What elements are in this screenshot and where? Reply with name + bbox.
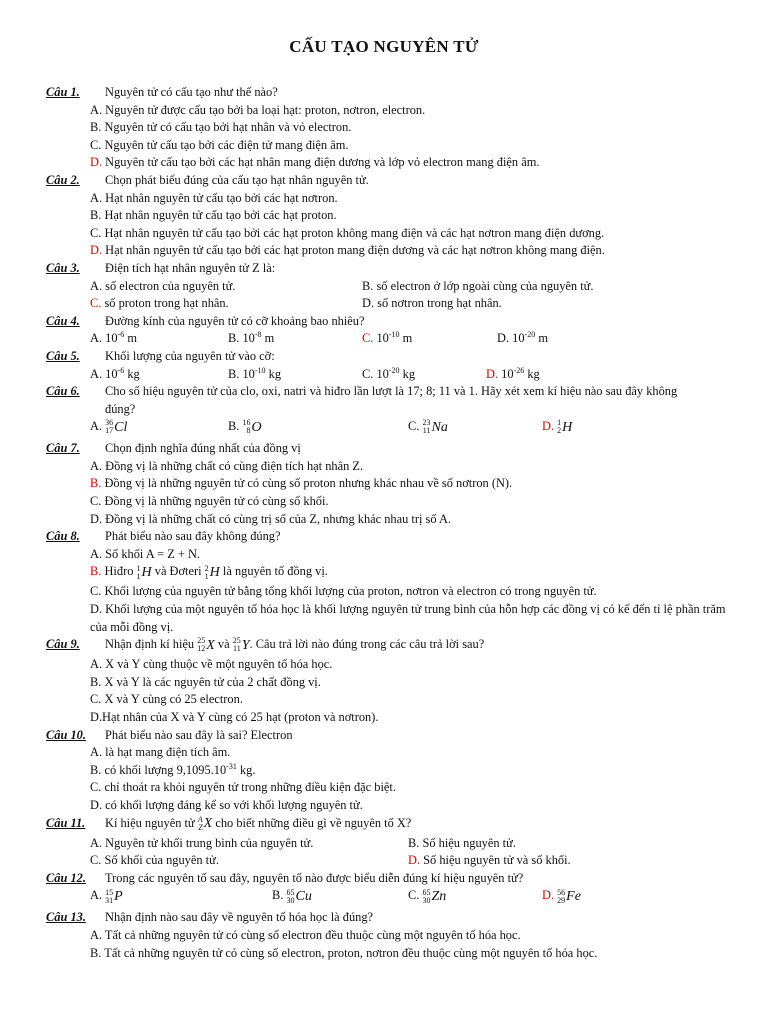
question-label: Câu 4. [46,313,80,328]
options-row-6 [0,418,768,440]
option-3d: D. số nơtron trong hạt nhân. [362,296,502,311]
option-8b: B. Hiđro 1 1 H và Đơteri 2 1 H là nguyên tố đồng vị. [90,563,328,581]
question-12 [0,870,768,888]
question-text: Trong các nguyên tố sau đây, nguyên tố nào được biểu diễn đúng kí hiệu nguyên tử? [105,870,524,885]
question-label: Câu 3. [46,260,80,275]
option-10d: D. có khối lượng đáng kể so với khối lượng nguyên tử. [90,797,363,812]
option-12b: B. 65 30 Cu [272,887,312,905]
option-3b: B. số electron ở lớp ngoài cùng của nguyên tử. [362,278,594,293]
option-3c: C. số proton trong hạt nhân. [90,296,229,311]
option-7d: D. Đồng vị là những chất có cùng trị số của Z, nhưng khác nhau trị số A. [90,511,451,526]
option-7c: C. Đồng vị là những nguyên tử có cùng số khối. [90,494,329,509]
option-12d: D. 56 29 Fe [542,887,581,905]
option-10c: C. chỉ thoát ra khỏi nguyên tử trong những điều kiện đặc biệt. [90,780,396,795]
option-6c: C. 23 11 Na [408,418,448,436]
deuterium-symbol: 2 1 H [204,563,220,581]
question-1 [0,84,768,102]
option-3a: A. số electron của nguyên tử. [90,278,236,293]
option-2b: B. Hạt nhân nguyên tử cấu tạo bởi các hạt proton. [90,208,337,223]
option-8c: C. Khối lượng của nguyên tử bằng tổng khối lượng của proton, nơtron và electron có trong nguyên tử. [90,584,597,599]
question-text: Cho số hiệu nguyên tử của clo, oxi, natri và hiđro lần lượt là 17; 8; 11 và 1. Hãy xét xem kí hiệu nào sau đây không đúng? [105,384,678,416]
question-3 [0,260,768,278]
option-9b: B. X và Y là các nguyên tử của 2 chất đồng vị. [90,674,321,689]
option-11a: A. Nguyên tử khối trung bình của nguyên tử. [90,835,314,850]
question-13 [0,909,768,927]
option-2d: D. Hạt nhân nguyên tử cấu tạo bởi các hạt proton mang điện dương và các hạt nơtron không mang điện. [90,243,605,258]
option-5d: D. $10^{-26}$ kg [486,365,540,381]
option-1d: D. Nguyên tử cấu tạo bởi các hạt nhân mang điện dương và lớp vỏ electron mang điện âm. [90,155,540,170]
question-label: Câu 6. [46,384,80,399]
option-13b: B. Tất cả những nguyên tử có cùng số electron, proton, nơtron đều thuộc cùng một nguyên tố hóa học. [90,945,598,960]
question-7 [0,440,768,458]
question-2 [0,172,768,190]
question-text: Điện tích hạt nhân nguyên tử Z là: [105,260,276,275]
option-6a: A. 36 17 Cl [90,418,128,436]
question-4 [0,313,768,331]
option-6b: B. 16 8 O [228,418,262,436]
option-2c: C. Hạt nhân nguyên tử cấu tạo bởi các hạt proton không mang điện và các hạt nơtron mang điện dương. [90,225,605,240]
options-row-5 [0,366,768,384]
question-text: Nguyên tử có cấu tạo như thế nào? [105,85,278,99]
option-9d: D.Hạt nhân của X và Y cùng có 25 hạt (proton và nơtron). [90,710,379,724]
options-row-4 [0,330,768,348]
question-label: Câu 9. [46,637,80,652]
question-label: Câu 5. [46,348,80,363]
question-label: Câu 13. [46,910,86,925]
option-9c: C. X và Y cùng có 25 electron. [90,692,243,707]
question-text: Nhận định nào sau đây về nguyên tố hóa học là đúng? [105,910,374,925]
option-7a: A. Đồng vị là những chất có cùng điện tích hạt nhân Z. [90,458,364,473]
option-1a: A. Nguyên tử được cấu tạo bởi ba loại hạt: proton, nơtron, electron. [90,102,426,117]
question-text: Khối lượng của nguyên tử vào cỡ: [105,348,275,363]
question-label: Câu 1. [46,85,80,99]
question-text: Chọn phát biểu đúng của cấu tạo hạt nhân nguyên tử. [105,172,369,187]
option-4d: D. $10^{-20}$ m [497,330,548,346]
question-label: Câu 8. [46,529,80,544]
options-row-11cd [0,852,768,870]
question-6 [0,383,768,418]
question-11 [0,815,768,835]
question-8 [0,528,768,546]
option-5b: B. $10^{-10}$ kg [228,365,282,381]
option-6d: D. 1 2 H [542,418,573,436]
x-nuclide-symbol: 25 12 X [197,636,215,654]
option-12c: C. 65 30 Zn [408,887,447,905]
page-title: CẤU TẠO NGUYÊN TỬ [289,37,479,56]
option-11d: D. Số hiệu nguyên tử và số khối. [408,853,571,868]
question-text: Nhận định kí hiệu 25 12 X và 25 11 Y . Câu trả lời nào đúng trong các câu trả lời sau? [105,636,485,654]
question-label: Câu 10. [46,727,86,742]
y-nuclide-symbol: 25 11 Y [232,636,250,654]
question-text: Phát biểu nào sau đây là sai? Electron [105,727,293,742]
option-11b: B. Số hiệu nguyên tử. [408,835,516,850]
option-4a: A. $10^{-6}$ m [90,330,137,346]
option-4b: B. $10^{-8}$ m [228,330,275,346]
option-8a: A. Số khối A = Z + N. [90,546,201,561]
question-text: Đường kính của nguyên tử có cỡ khoảng bao nhiêu? [105,313,365,328]
option-2a: A. Hạt nhân nguyên tử cấu tạo bởi các hạt nơtron. [90,190,338,205]
option-10b: B. có khối lượng $9,1095.10^{-31}$ kg. [90,761,256,777]
options-row-12 [0,887,768,909]
option-8d: D. Khối lượng của một nguyên tố hóa học là khối lượng nguyên tử trung bình của hỗn hợp các đồng vị có kể đến tỉ lệ phần trăm của mỗi đồng vị. [90,602,726,634]
question-label: Câu 12. [46,870,86,885]
option-5c: C. $10^{-20}$ kg [362,365,416,381]
question-text: Kí hiệu nguyên tử A Z X cho biết những điều gì về nguyên tố X? [105,814,412,832]
option-1b: B. Nguyên tử có cấu tạo bởi hạt nhân và vỏ electron. [90,120,352,135]
option-4c: C. $10^{-10}$ m [362,330,413,346]
option-1c: C. Nguyên tử cấu tạo bởi các điện tử mang điện âm. [90,137,349,152]
option-10a: A. là hạt mang điện tích âm. [90,745,231,760]
options-row-11ab [0,835,768,853]
option-7b: B. Đồng vị là những nguyên tử có cùng số proton nhưng khác nhau về số nơtron (N). [90,476,513,491]
question-label: Câu 7. [46,441,80,456]
question-text: Phát biểu nào sau đây không đúng? [105,529,281,544]
option-13a: A. Tất cả những nguyên tử có cùng số electron đều thuộc cùng một nguyên tố hóa học. [90,927,521,942]
options-row-3cd [0,295,768,313]
question-label: Câu 2. [46,172,80,187]
question-label: Câu 11. [46,815,86,830]
option-9a: A. X và Y cùng thuộc về một nguyên tố hóa học. [90,657,333,672]
hydrogen-1-symbol: 1 1 H [136,563,152,581]
option-5a: A. $10^{-6}$ kg [90,365,140,381]
option-11c: C. Số khối của nguyên tử. [90,853,219,868]
question-9 [0,636,768,656]
options-row-3ab [0,278,768,296]
option-12a: A. 15 31 P [90,887,123,905]
generic-nuclide-symbol: A Z X [197,814,213,832]
question-5 [0,348,768,366]
question-text: Chọn định nghĩa đúng nhất của đồng vị [105,441,301,456]
question-10 [0,727,768,745]
